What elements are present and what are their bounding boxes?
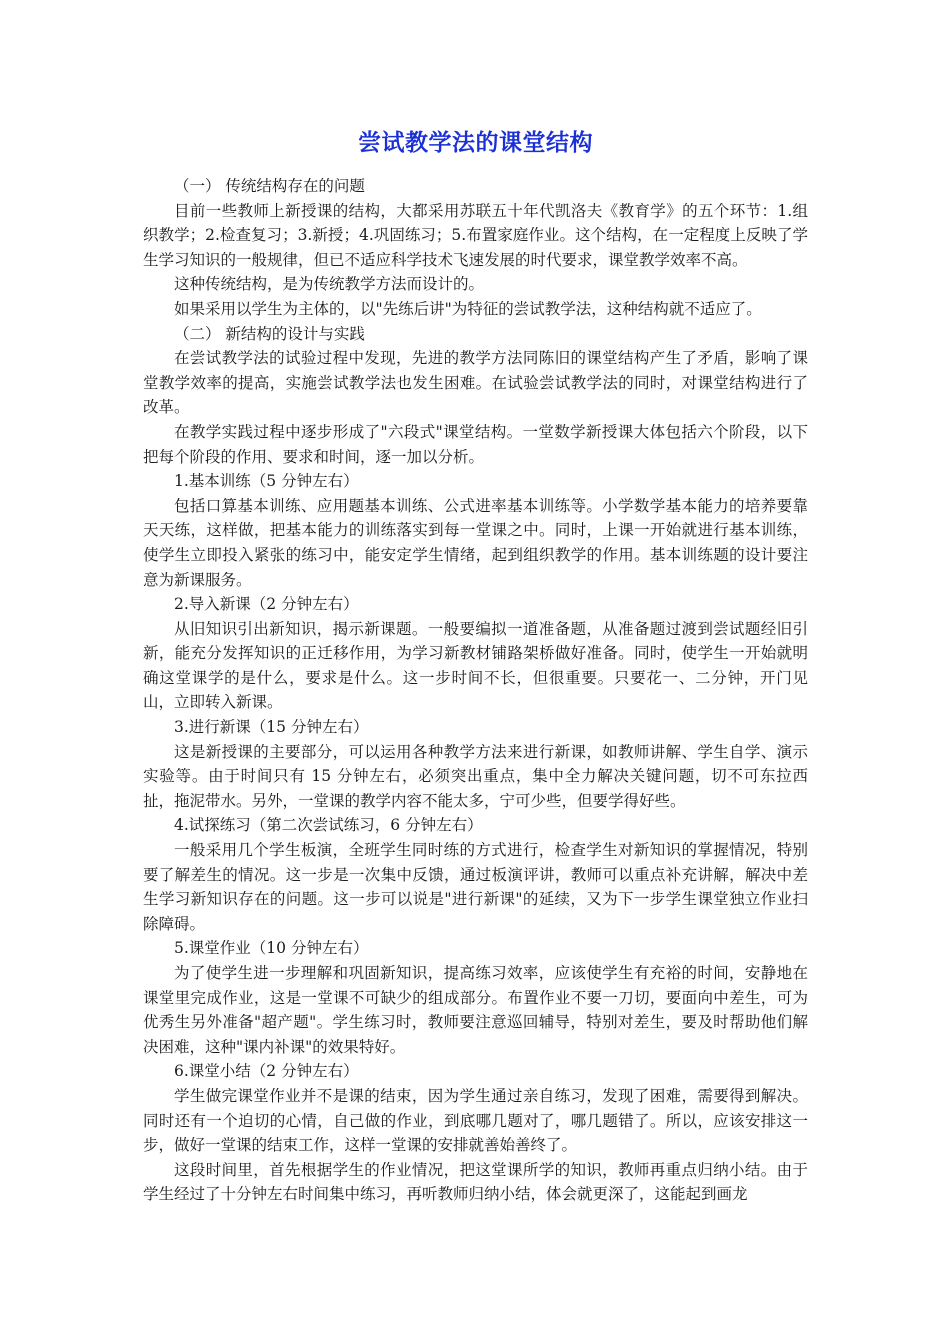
body-paragraph: 这是新授课的主要部分，可以运用各种教学方法来进行新课，如教师讲解、学生自学、演示实验等。由于时间只有 15 分钟左右，必须突出重点，集中全力解决关键问题，切不可东拉西扯，拖泥带水。另外，一堂课的教学内容不能太多，宁可少些，但要学得好些。 bbox=[143, 742, 808, 810]
stage-heading: 6.课堂小结（2 分钟左右） bbox=[174, 1062, 359, 1081]
document-title: 尝试教学法的课堂结构 bbox=[358, 129, 593, 156]
body-paragraph: 目前一些教师上新授课的结构，大都采用苏联五十年代凯洛夫《教育学》的五个环节：1.组织教学；2.检查复习；3.新授；4.巩固练习；5.布置家庭作业。这个结构，在一定程度上反映了学生学习知识的一般规律，但已不适应科学技术飞速发展的时代要求，课堂教学效率不高。 bbox=[143, 201, 808, 269]
stage-heading: 2.导入新课（2 分钟左右） bbox=[174, 595, 359, 614]
stage-heading: 4.试探练习（第二次尝试练习，6 分钟左右） bbox=[174, 816, 483, 835]
stage-heading: 5.课堂作业（10 分钟左右） bbox=[174, 939, 369, 958]
body-paragraph: 包括口算基本训练、应用题基本训练、公式进率基本训练等。小学数学基本能力的培养要靠天天练，这样做，把基本能力的训练落实到每一堂课之中。同时，上课一开始就进行基本训练，使学生立即投入紧张的练习中，能安定学生情绪，起到组织教学的作用。基本训练题的设计要注意为新课服务。 bbox=[143, 496, 808, 589]
body-paragraph: 如果采用以学生为主体的，以"先练后讲"为特征的尝试教学法，这种结构就不适应了。 bbox=[174, 299, 762, 318]
section-heading: （二） 新结构的设计与实践 bbox=[174, 324, 365, 343]
body-paragraph: 这段时间里，首先根据学生的作业情况，把这堂课所学的知识，教师再重点归纳小结。由于学生经过了十分钟左右时间集中练习，再听教师归纳小结，体会就更深了，这能起到画龙 bbox=[143, 1160, 808, 1204]
body-paragraph: 在教学实践过程中逐步形成了"六段式"课堂结构。一堂数学新授课大体包括六个阶段，以下把每个阶段的作用、要求和时间，逐一加以分析。 bbox=[143, 422, 808, 466]
stage-heading: 3.进行新课（15 分钟左右） bbox=[174, 718, 369, 737]
body-paragraph: 一般采用几个学生板演，全班学生同时练的方式进行，检查学生对新知识的掌握情况，特别要了解差生的情况。这一步是一次集中反馈，通过板演评讲，教师可以重点补充讲解，解决中差生学习新知识存在的问题。这一步可以说是"进行新课"的延续，又为下一步学生课堂独立作业扫除障碍。 bbox=[143, 841, 808, 933]
section-heading: （一） 传统结构存在的问题 bbox=[174, 177, 365, 195]
document-page bbox=[143, 128, 808, 1207]
body-paragraph: 为了使学生进一步理解和巩固新知识，提高练习效率，应该使学生有充裕的时间，安静地在课堂里完成作业，这是一堂课不可缺少的组成部分。布置作业不要一刀切，要面向中差生，可为优秀生另外准备"超产题"。学生练习时，教师要注意巡回辅导，特别对差生，要及时帮助他们解决困难，这种"课内补课"的效果特好。 bbox=[143, 964, 808, 1056]
stage-heading: 1.基本训练（5 分钟左右） bbox=[174, 472, 359, 491]
body-paragraph: 这种传统结构，是为传统教学方法而设计的。 bbox=[174, 275, 485, 294]
body-paragraph: 从旧知识引出新知识，揭示新课题。一般要编拟一道准备题，从准备题过渡到尝试题经旧引新，能充分发挥知识的正迁移作用，为学习新教材铺路架桥做好准备。同时，使学生一开始就明确这堂课学的是什么，要求是什么。这一步时间不长，但很重要。只要花一、二分钟，开门见山，立即转入新课。 bbox=[143, 619, 808, 712]
body-paragraph: 在尝试教学法的试验过程中发现，先进的教学方法同陈旧的课堂结构产生了矛盾，影响了课堂教学效率的提高，实施尝试教学法也发生困难。在试验尝试教学法的同时，对课堂结构进行了改革。 bbox=[143, 349, 808, 417]
body-paragraph: 学生做完课堂作业并不是课的结束，因为学生通过亲自练习，发现了困难，需要得到解决。同时还有一个迫切的心情，自己做的作业，到底哪几题对了，哪几题错了。所以，应该安排这一步，做好一堂课的结束工作，这样一堂课的安排就善始善终了。 bbox=[143, 1086, 808, 1155]
